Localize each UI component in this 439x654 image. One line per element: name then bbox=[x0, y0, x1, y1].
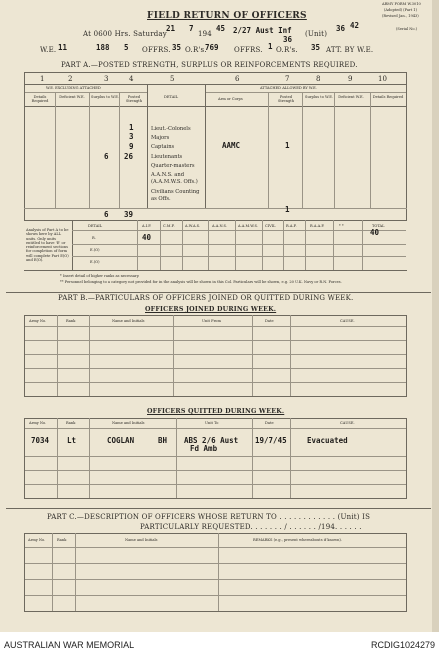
surplus-value: 6 bbox=[104, 152, 109, 161]
rule bbox=[24, 470, 407, 471]
col-number: 10 bbox=[378, 75, 387, 83]
rule bbox=[24, 563, 407, 564]
col-header: Details Required bbox=[372, 95, 404, 99]
analysis-header: TOTAL bbox=[372, 224, 385, 228]
detail-row: Quarter-masters bbox=[151, 163, 195, 169]
col-number: 9 bbox=[348, 75, 353, 83]
joined-header: Unit From bbox=[202, 319, 221, 323]
quitted-cause: Evacuated bbox=[307, 436, 348, 445]
quitted-header: Name and Initials bbox=[112, 421, 145, 425]
quitted-initials: BH bbox=[158, 436, 168, 445]
footnote-1: * Insert detail of higher ranks as necessary. bbox=[60, 274, 140, 278]
rule bbox=[290, 315, 291, 396]
header-ors-label: O.R's. bbox=[185, 46, 207, 54]
header-day: 21 bbox=[166, 24, 176, 33]
rule bbox=[252, 315, 253, 396]
attached-posted-value: 1 bbox=[285, 141, 290, 150]
paper-edge bbox=[432, 0, 439, 632]
header-ors-value: 769 bbox=[205, 43, 219, 52]
rule bbox=[205, 92, 407, 93]
rule bbox=[333, 220, 334, 270]
analysis-header: A.I.F. bbox=[142, 224, 152, 228]
joined-header: Rank bbox=[66, 319, 76, 323]
rule bbox=[24, 428, 407, 429]
quitted-header: Army No. bbox=[29, 421, 47, 425]
rule bbox=[24, 611, 407, 612]
group-right-header: ATTACHED ALLOWED BY W.E. bbox=[260, 86, 317, 90]
arm-corps-value: AAMC bbox=[222, 141, 241, 150]
joined-header: Name and Initials bbox=[112, 319, 145, 323]
rule bbox=[182, 220, 183, 270]
quitted-title: OFFICERS QUITTED DURING WEEK. bbox=[147, 408, 285, 415]
analysis-aif-value: 40 bbox=[142, 233, 152, 242]
footer-source: AUSTRALIAN WAR MEMORIAL bbox=[4, 640, 135, 650]
quitted-unit-to-1: ABS 2/6 Aust bbox=[184, 436, 239, 445]
analysis-row-label: E.(O) bbox=[90, 260, 100, 264]
header-unit-label: (Unit) bbox=[305, 30, 328, 38]
quitted-header: Unit To bbox=[205, 421, 219, 425]
form-ref-line3: (Revised Jan., 1943) bbox=[382, 14, 419, 18]
analysis-header: A.A.N.S. bbox=[212, 224, 228, 228]
quitted-header: Date bbox=[265, 421, 274, 425]
col-number: 5 bbox=[170, 75, 175, 83]
col-header: Posted Strength bbox=[277, 95, 295, 103]
analysis-total-value: 40 bbox=[370, 228, 380, 237]
rule bbox=[72, 220, 73, 270]
quitted-date: 19/7/45 bbox=[255, 436, 287, 445]
total-posted: 39 bbox=[124, 210, 134, 219]
col-header: Surplus to W.E. bbox=[305, 95, 333, 99]
rule bbox=[24, 84, 407, 85]
col-number: 8 bbox=[316, 75, 321, 83]
rule bbox=[72, 230, 406, 231]
rule bbox=[24, 533, 407, 534]
rule bbox=[235, 220, 236, 270]
rule bbox=[75, 533, 76, 611]
rule bbox=[137, 220, 138, 270]
rule bbox=[24, 547, 407, 548]
rule bbox=[176, 418, 177, 498]
col-number: 3 bbox=[104, 75, 109, 83]
col-number: 4 bbox=[129, 75, 134, 83]
analysis-header: CIVIL bbox=[265, 224, 276, 228]
analysis-header: R.A.A.F. bbox=[310, 224, 325, 228]
rule bbox=[24, 456, 407, 457]
header-offrs-label: OFFRS. bbox=[142, 46, 171, 54]
part-b-title: PART B.—PARTICULARS OF OFFICERS JOINED OR QUITTED DURING WEEK. bbox=[58, 294, 354, 302]
header-ors2-label: O.R's. bbox=[276, 46, 298, 54]
rule bbox=[24, 418, 25, 498]
header-offrs2-value: 1 bbox=[268, 42, 273, 51]
rule bbox=[72, 256, 406, 257]
quitted-header: CAUSE. bbox=[340, 421, 355, 425]
rule bbox=[406, 315, 407, 396]
rule bbox=[24, 533, 25, 611]
detail-row: Majors bbox=[151, 135, 170, 141]
rule bbox=[24, 92, 147, 93]
rule bbox=[406, 418, 407, 498]
joined-title: OFFICERS JOINED DURING WEEK. bbox=[145, 306, 277, 313]
rule bbox=[24, 382, 407, 383]
rule bbox=[57, 315, 58, 396]
header-we-value: 11 bbox=[58, 43, 68, 52]
rule bbox=[24, 270, 407, 271]
col-header: Surplus to W.E. bbox=[91, 95, 119, 99]
part-c-title-1: PART C.—DESCRIPTION OF OFFICERS WHOSE RETURN TO . . . . . . . . . . . . (Unit) IS bbox=[47, 513, 371, 521]
total-attached: 1 bbox=[285, 205, 290, 214]
col-header: Posted Strength bbox=[125, 95, 143, 103]
rule bbox=[57, 418, 58, 498]
form-title: FIELD RETURN OF OFFICERS bbox=[147, 11, 307, 21]
rule bbox=[305, 220, 306, 270]
col-number: 2 bbox=[68, 75, 73, 83]
rule bbox=[24, 72, 25, 220]
col-header: Details Required bbox=[31, 95, 49, 103]
rule bbox=[252, 418, 253, 498]
joined-header: CAUSE. bbox=[340, 319, 355, 323]
header-we-page: 188 bbox=[96, 43, 110, 52]
quitted-rank: Lt bbox=[67, 436, 77, 445]
posted-lieutenants: 26 bbox=[124, 152, 134, 161]
rule bbox=[89, 418, 90, 498]
header-corner-b: 42 bbox=[350, 21, 360, 30]
rule bbox=[72, 244, 406, 245]
analysis-header: R.A.F. bbox=[286, 224, 297, 228]
rule bbox=[24, 315, 25, 396]
rule bbox=[24, 579, 407, 580]
rule bbox=[208, 220, 209, 270]
col-header: DETAIL bbox=[164, 95, 179, 99]
rule bbox=[24, 315, 407, 316]
part-c-header: Rank bbox=[57, 538, 67, 542]
rule bbox=[173, 315, 174, 396]
rule bbox=[52, 533, 53, 611]
header-year-prefix: 194 bbox=[198, 30, 212, 38]
rule bbox=[24, 418, 407, 419]
quitted-unit-to-2: Fd Amb bbox=[190, 444, 218, 453]
quitted-army-no: 7034 bbox=[31, 436, 50, 445]
footnote-2: ** Personnel belonging to a category not provided for in the analysis will be shown in this Col. Particulars will be shown, e.g. 20 U.K. Navy or R.N. Forces. bbox=[60, 280, 342, 284]
total-surplus: 6 bbox=[104, 210, 109, 219]
quitted-header: Rank bbox=[66, 421, 76, 425]
rule bbox=[55, 92, 56, 208]
rule bbox=[24, 340, 407, 341]
rule bbox=[24, 106, 407, 107]
rule bbox=[119, 92, 120, 208]
archive-footer bbox=[0, 632, 439, 654]
posted-lt-col: 1 bbox=[129, 123, 134, 132]
rule bbox=[268, 92, 269, 208]
analysis-header: A.W.A.S. bbox=[185, 224, 201, 228]
header-offrs-value: 35 bbox=[172, 43, 182, 52]
detail-row: Lieut.-Colonels bbox=[151, 126, 191, 132]
rule bbox=[302, 92, 303, 208]
col-header: Arm or Corps bbox=[218, 97, 243, 101]
part-c-header: Name and Initials bbox=[125, 538, 158, 542]
header-ors2-value: 36 bbox=[283, 35, 293, 44]
rule bbox=[24, 396, 407, 397]
rule bbox=[283, 220, 284, 270]
part-c-header: Army No. bbox=[28, 538, 46, 542]
header-att-value: 35 bbox=[311, 43, 321, 52]
part-c-title-2: PARTICULARLY REQUESTED. . . . . . . / . . . . . . /194. . . . . . bbox=[140, 523, 362, 531]
rule bbox=[89, 315, 90, 396]
header-unit: 2/27 Aust Inf bbox=[233, 26, 292, 35]
detail-row: Civilians Counting as Offs. bbox=[151, 189, 200, 202]
posted-captains: 9 bbox=[129, 142, 134, 151]
group-left-header: W.E. EXCLUDING ATTACHED bbox=[46, 86, 101, 90]
rule bbox=[24, 220, 407, 221]
rule bbox=[147, 84, 148, 208]
analysis-row-label: R. bbox=[92, 236, 96, 240]
form-ref-line2: (Adopted) (Part 1) bbox=[384, 8, 417, 12]
rule bbox=[205, 84, 206, 208]
col-number: 7 bbox=[285, 75, 290, 83]
part-a-title: PART A.—POSTED STRENGTH, SURPLUS OR REINFORCEMENTS REQUIRED. bbox=[61, 61, 358, 69]
rule bbox=[89, 92, 90, 208]
analysis-header: DETAIL bbox=[88, 224, 103, 228]
rule bbox=[24, 368, 407, 369]
header-year: 45 bbox=[216, 24, 226, 33]
header-att-label: ATT. BY W.E. bbox=[326, 46, 374, 54]
rule bbox=[24, 484, 407, 485]
detail-row: Lieutenants bbox=[151, 154, 183, 160]
analysis-row-label: E.(O) bbox=[90, 248, 100, 252]
analysis-label: Analysis of Part A to be shown here by ALL units. Only units entitled to have 'E' or reinforcement sections for completion of form will complete Part E(O) and E(O). bbox=[26, 228, 69, 263]
rule bbox=[24, 498, 407, 499]
detail-row: Captains bbox=[151, 144, 175, 150]
analysis-header: C.M.F. bbox=[163, 224, 175, 228]
col-number: 6 bbox=[235, 75, 240, 83]
rule bbox=[406, 533, 407, 611]
col-header: Deficient W.E. bbox=[59, 95, 85, 99]
rule bbox=[6, 508, 431, 509]
rule bbox=[24, 595, 407, 596]
analysis-header: A.A.M.W.S. bbox=[238, 224, 258, 228]
header-at-prefix: At 0600 Hrs. Saturday bbox=[83, 30, 167, 38]
joined-header: Army No. bbox=[29, 319, 47, 323]
footer-id: RCDIG1024279 bbox=[370, 640, 435, 650]
detail-row: A.A.N.S. and (A.A.M.W.S. Offs.) bbox=[151, 172, 198, 185]
rule bbox=[290, 418, 291, 498]
form-ref-line1: ARMY FORM W.3010 bbox=[382, 2, 421, 6]
rule bbox=[24, 326, 407, 327]
header-month: 7 bbox=[189, 24, 194, 33]
rule bbox=[262, 220, 263, 270]
rule bbox=[24, 72, 407, 73]
rule bbox=[24, 208, 407, 209]
rule bbox=[6, 292, 431, 293]
rule bbox=[160, 220, 161, 270]
rule bbox=[362, 220, 363, 270]
rule bbox=[24, 354, 407, 355]
rule bbox=[370, 92, 371, 208]
col-number: 1 bbox=[40, 75, 45, 83]
form-ref-line4: (Serial No.) bbox=[396, 27, 418, 31]
joined-header: Date bbox=[265, 319, 274, 323]
header-we-label: W.E. bbox=[40, 46, 57, 54]
header-we-page-no: 5 bbox=[124, 43, 129, 52]
quitted-name: COGLAN bbox=[107, 436, 135, 445]
posted-majors: 3 bbox=[129, 132, 134, 141]
header-corner-a: 36 bbox=[336, 24, 346, 33]
header-offrs2-label: OFFRS. bbox=[234, 46, 263, 54]
rule bbox=[334, 92, 335, 208]
rule bbox=[218, 533, 219, 611]
col-header: Deficient W.E. bbox=[338, 95, 364, 99]
part-c-header: REMARKS (e.g., present whereabouts if known). bbox=[253, 538, 342, 542]
analysis-header: * * bbox=[339, 224, 344, 228]
rule bbox=[406, 72, 407, 220]
